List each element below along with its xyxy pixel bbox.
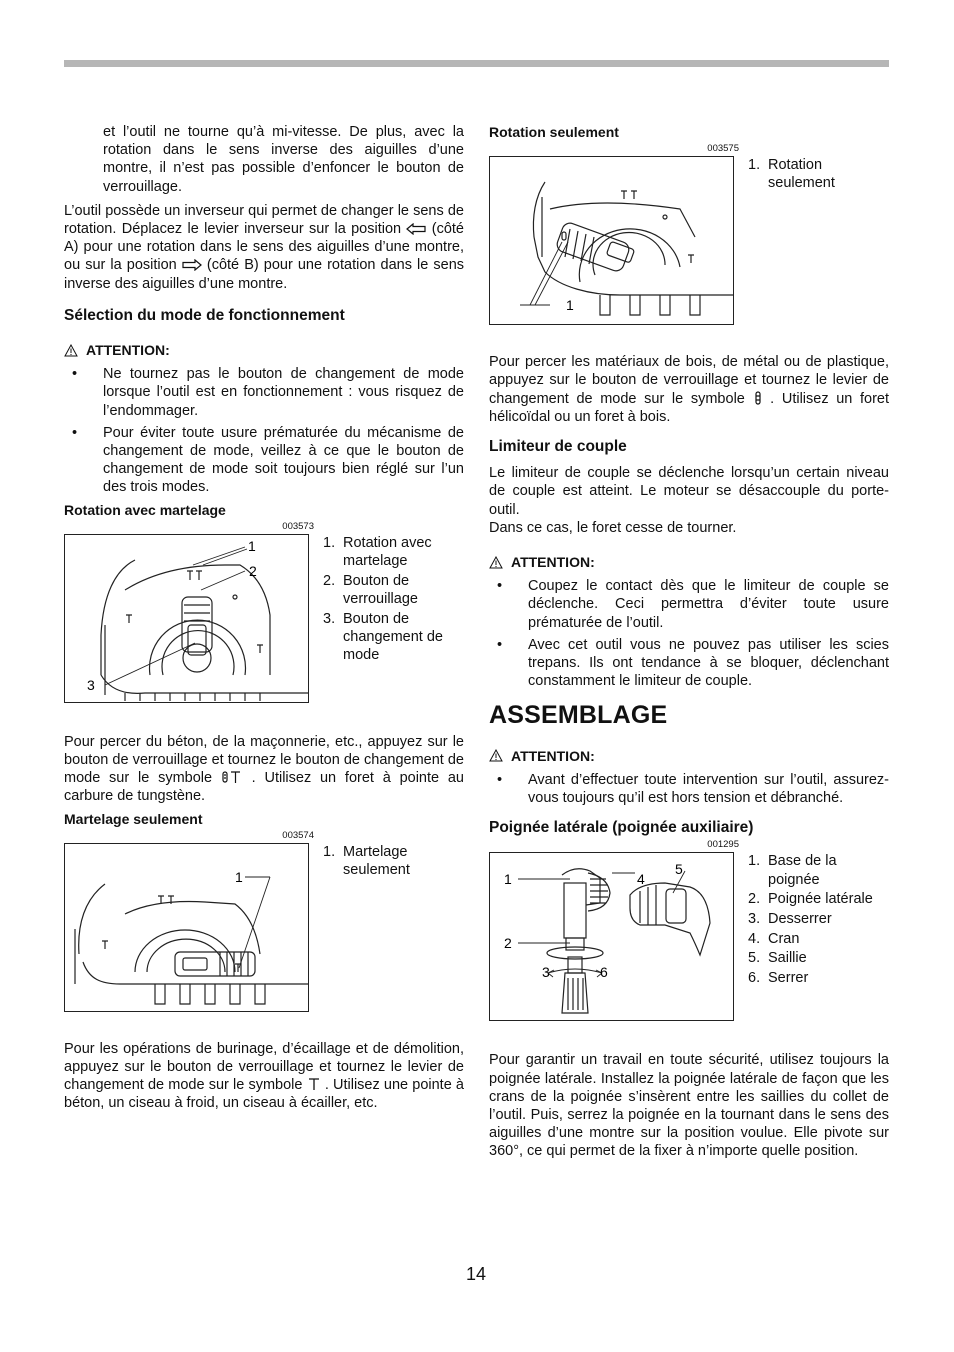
- callout-3: 3: [87, 676, 95, 693]
- callout-4: 4: [637, 871, 645, 888]
- callout-1: 1: [248, 537, 256, 554]
- attention-label: ATTENTION:: [489, 553, 889, 571]
- callout-1: 1: [235, 868, 243, 885]
- drill-symbol-icon: [753, 391, 763, 405]
- attention-label: ATTENTION:: [64, 341, 464, 359]
- assembly-caution-list: [489, 771, 889, 807]
- side-handle-heading: Poignée latérale (poignée auxiliaire): [489, 819, 754, 837]
- legend-item: 6. Serrer: [748, 970, 809, 987]
- left-column: [64, 123, 464, 1113]
- arrow-left-icon: [406, 223, 426, 235]
- figure-code: 003573: [282, 520, 314, 532]
- chiseling-paragraph: Pour les opérations de burinage, d’écaillage et de démolition, appuyez sur le bouton de verrouillage et tournez le levier de changement de mode sur le symbole . Utilisez une pointe à béton, un ciseau à froid, un ciseau à écailler, etc.: [64, 1040, 464, 1112]
- legend-item: 1. Rotation avec martelage: [323, 534, 432, 570]
- figure-code: 001295: [707, 839, 739, 851]
- figure-code: 003574: [282, 829, 314, 841]
- figure-hammer-only: [64, 843, 464, 1012]
- figure-illustration: [489, 852, 734, 1021]
- torque-caution-list: [489, 577, 889, 690]
- legend-item: 3. Desserrer: [748, 911, 832, 928]
- list-item: • Pour éviter toute usure prématurée du mécanisme de changement de mode, veillez à ce que le bouton de changement de mode soit toujours bien réglé sur l’un des trois modes.: [64, 424, 464, 497]
- callout-2: 2: [249, 562, 257, 579]
- attention-label: ATTENTION:: [489, 747, 889, 765]
- torque-paragraph: Le limiteur de couple se déclenche lorsqu’un certain niveau de couple est atteint. Le moteur se désaccouple du porte-outil.: [489, 465, 889, 518]
- right-column: [489, 123, 889, 1161]
- figure-legend: [323, 843, 464, 1012]
- legend-item: 1. Martelage seulement: [323, 843, 410, 879]
- warning-triangle-icon: [489, 556, 503, 569]
- torque-limiter-heading: Limiteur de couple: [489, 438, 627, 456]
- mode-selection-heading: Sélection du mode de fonctionnement: [64, 306, 345, 324]
- rotation-hammer-symbol-icon: [221, 770, 243, 784]
- rotation-paragraph: Pour percer les matériaux de bois, de métal ou de plastique, appuyez sur le bouton de verrouillage et tournez le levier de changement de mode sur le symbole . Utilisez un foret hélicoïdal ou un foret à bois.: [489, 354, 890, 425]
- figure-side-handle: [489, 852, 889, 1021]
- torque-paragraph-2: Dans ce cas, le foret cesse de tourner.: [489, 519, 737, 536]
- legend-item: 1. Base de la poignée: [748, 853, 837, 888]
- list-item: • Avant d’effectuer toute intervention sur l’outil, assurez-vous toujours qu’il est hors tension et débranché.: [489, 771, 889, 807]
- figure-illustration: [489, 156, 734, 325]
- figure-title: Rotation avec martelage: [64, 501, 226, 518]
- callout-6: 6: [600, 964, 608, 981]
- legend-item: 4. Cran: [748, 930, 800, 947]
- assembly-heading: ASSEMBLAGE: [489, 701, 668, 730]
- legend-item: 2. Bouton de verrouillage: [323, 572, 418, 607]
- figure-illustration: [64, 534, 309, 703]
- legend-item: 1. Rotation seulement: [748, 157, 835, 192]
- mode-knob-illustration: [65, 535, 308, 702]
- mode-caution-list: [64, 365, 464, 496]
- figure-illustration: [64, 843, 309, 1012]
- mode-knob-illustration: [65, 844, 308, 1011]
- arrow-right-icon: [182, 259, 202, 271]
- figure-title: Martelage seulement: [64, 810, 203, 827]
- reverse-switch-paragraph: L’outil possède un inverseur qui permet de changer le sens de rotation. Déplacez le levier inverseur sur la position (côté A) pour une rotation dans le sens des aiguilles d’une montre, ou sur la position (côté B) pour une rotation dans le sens inverse des aiguilles d’une montre.: [64, 202, 465, 292]
- callout-5: 5: [675, 861, 683, 878]
- side-handle-paragraph: Pour garantir un travail en toute sécurité, utilisez toujours la poignée latérale. Installez la poignée latérale de façon que les crans de la poignée s’insèrent entre les saillies du collet de l’outil. Puis, serrez la poignée en la tournant dans le sens des aiguilles d’une montre sur la position voulue. Elle pivote sur 360°, ce qui permet de la fixer à n’importe quelle position.: [489, 1052, 889, 1160]
- list-item: • Coupez le contact dès que le limiteur de couple se déclenche. Ceci permettra d’éviter toute usure prématurée de l’outil.: [489, 577, 889, 632]
- figure-rotation-only: [489, 156, 889, 325]
- header-rule: [64, 60, 889, 67]
- concrete-paragraph: Pour percer du béton, de la maçonnerie, etc., appuyez sur le bouton de verrouillage et tournez le bouton de changement de mode sur le symbole . Utilisez un foret à pointe au carbure de tungstène.: [64, 733, 464, 805]
- figure-legend: [323, 534, 464, 703]
- list-item: • Ne tournez pas le bouton de changement de mode lorsque l’outil est en fonctionnement : vous risquez de l’endommager.: [64, 365, 464, 420]
- figure-title: Rotation seulement: [489, 124, 619, 140]
- callout-3: 3: [542, 964, 550, 981]
- figure-code: 003575: [707, 143, 739, 155]
- continued-paragraph: et l’outil ne tourne qu’à mi-vitesse. De plus, avec la rotation dans le sens inverse des aiguilles d’une montre, il n’est pas possible d’enfoncer le bouton de verrouillage.: [103, 124, 464, 195]
- warning-triangle-icon: [489, 749, 503, 762]
- legend-item: 5. Saillie: [748, 950, 807, 967]
- legend-item: 3. Bouton de changement de mode: [323, 610, 443, 664]
- page-number: 14: [466, 1264, 487, 1284]
- warning-triangle-icon: [64, 344, 78, 357]
- mode-knob-illustration: [490, 157, 733, 324]
- figure-rotation-hammer: [64, 534, 464, 703]
- legend-item: 2. Poignée latérale: [748, 891, 873, 908]
- side-handle-illustration: [490, 853, 733, 1020]
- list-item: • Avec cet outil vous ne pouvez pas utiliser les scies trepans. Ils ont tendance à se bloquer, déclenchant constamment le limiteur de couple.: [489, 636, 889, 691]
- callout-1: 1: [504, 871, 512, 888]
- figure-legend: [748, 852, 889, 1021]
- callout-1: 1: [566, 297, 574, 314]
- figure-legend: [748, 156, 889, 325]
- callout-2: 2: [504, 935, 512, 952]
- hammer-symbol-icon: [307, 1077, 321, 1091]
